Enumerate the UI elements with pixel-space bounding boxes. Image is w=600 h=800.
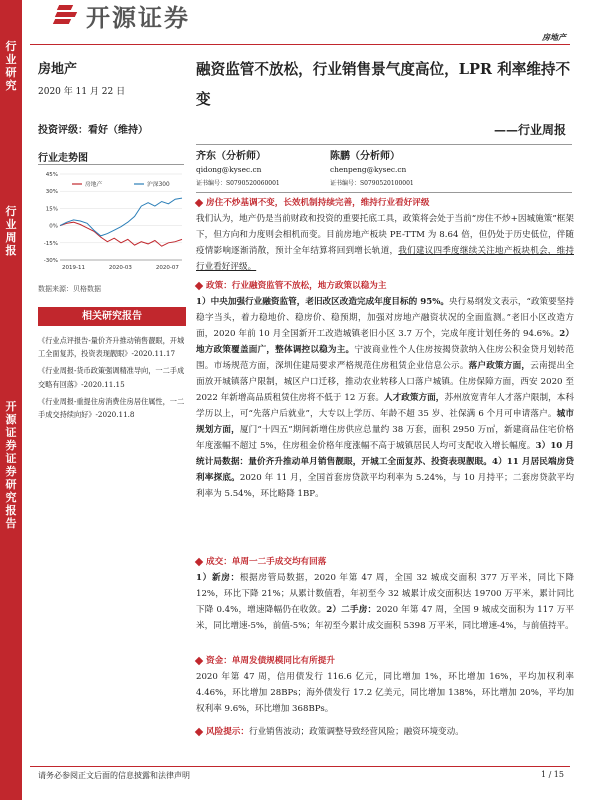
brand-logo (52, 0, 190, 30)
y-tick-label: -15% (43, 240, 58, 247)
footer-rule (30, 766, 570, 767)
section-paragraph: 我们认为，地产仍是当前财政和投资的重要托底工具，政策将会处于当前“房住不炒+因城施策”框架下，但方向和力度则会相机而变。目前房地产板块 PE-TTM 为 8.64 倍，但仍处于历史低位，伴随疫情影响逐渐消散，预计全年结算将回到增长轨道，我们建议四季度继续关注地产板块机会，维持行业看好评级。 (196, 214, 574, 272)
header-category: 房地产 (542, 32, 566, 42)
footer-disclaimer: 请务必参阅正文后面的信息披露和法律声明 (38, 771, 190, 780)
page-number: 1 / 15 (540, 770, 564, 779)
section-paragraph: 1）中央加强行业融资监管，老旧改区改造完成年度目标的 95%。央行易纲发文表示，“政策要坚持稳字当头，着力稳地价、稳房价、稳预期，加强对房地产融资状况的全面监测。”老旧小区改造方面，2020 年前 10 月全国新开工改造城镇老旧小区 3.7 万个，完成年度计划任务的 94.6%。2）地方政策覆盖面广，整体调控以稳为主。宁波商业性个人住房按揭贷款纳入住房公积金贷月划转范围。市场规范方面，深圳住建局要求严格规范住房租赁企业信息公示。落户政策方面，云南提出全面放开城镇落户限制，城区户口迁移，推动农业转移人口落户城镇。住房保障方面，西安 2020 至 2022 年新增高品质租赁住房将不低于 12 万套。人才政策方面，苏州放宽青年人才落户限制，本科学历以上，可“先落户后就业”，大专以上学历、年龄不超 35 岁、社保满 6 个月可申请落户。城市规划方面，厦门“十四五”期间新增住房供应总量约 38 万套，面积 2950 万㎡，新建商品住宅价格年度涨幅不超过 5%，住房租金价格年度涨幅不高于城镇居民人均可支配收入增长幅度。3）10 月统计局数据：量价齐升推动单月销售靓眼，开城工全面复苏、投资表现靓眼。4）11 月居民端房贷利率探底。2020 年 11 月，全国首套房贷款平均利率为 5.24%，与 10 月持平；二套房贷款平均利率为 5.54%，环比略降 1BP。 (196, 297, 574, 499)
section-heading: 资金：单周发债规模同比有所提升 (196, 653, 574, 669)
analyst-cert: 证书编号：S0790520060001 (196, 180, 280, 187)
sector-name: 房地产 (38, 62, 78, 77)
risk-text: 行业销售波动；政策调整导致经营风险；融资环境变动。 (248, 727, 464, 737)
section-transactions (196, 554, 574, 634)
section-heading (196, 724, 574, 740)
diamond-bullet-icon (195, 657, 203, 665)
analyst-name: 齐东（分析师） (196, 151, 266, 162)
section-heading: 政策：行业融资监管不放松，地方政策以稳为主 (196, 278, 574, 294)
related-reports-header: 相关研究报告 (38, 307, 186, 326)
report-type: ——行业周报 (493, 123, 566, 137)
diamond-bullet-icon (195, 558, 203, 566)
section-heading: 房住不炒基调不变，长效机制持续完善，维持行业看好评级 (196, 195, 574, 211)
x-tick-label: 2020-07 (155, 265, 179, 271)
risk-label: 风险提示： (206, 727, 249, 737)
analyst-email[interactable]: qidong@kysec.cn (196, 165, 262, 174)
analyst-name: 陈鹏（分析师） (330, 151, 400, 162)
analyst-email[interactable]: chenpeng@kysec.cn (330, 165, 407, 174)
related-reports-list (38, 334, 188, 425)
analyst-cert: 证书编号：S0790520100001 (330, 180, 414, 187)
y-tick-label: 0% (49, 223, 58, 230)
section-rating (196, 195, 574, 275)
trend-chart-title: 行业走势图 (38, 153, 88, 164)
y-tick-label: -30% (43, 258, 58, 264)
y-tick-label: 30% (45, 189, 58, 196)
logo-mark-icon (52, 3, 80, 27)
analyst-rule-top (196, 144, 572, 145)
x-tick-label: 2020-03 (108, 265, 132, 271)
investment-rating: 投资评级：看好（维持） (38, 125, 148, 136)
section-risk (196, 724, 574, 740)
report-date: 2020 年 11 月 22 日 (38, 87, 126, 97)
diamond-bullet-icon (195, 282, 203, 290)
related-report-link[interactable]: 《行业点评报告-量价齐升推动销售靓眼，开城工全面复苏，投资表现靓眼》-2020.11.17 (38, 336, 185, 359)
sidebar-label-weekly: 行业周报 (5, 205, 17, 257)
legend-label: 沪深300 (147, 182, 170, 188)
related-report-link[interactable]: 《行业周报-重提住房消费住房居住属性，一二手成交持续向好》-2020.11.8 (38, 396, 185, 420)
diamond-bullet-icon (195, 728, 203, 736)
y-tick-label: 45% (45, 172, 58, 178)
diamond-bullet-icon (195, 199, 203, 207)
sidebar-label-research: 行业研究 (5, 40, 17, 92)
trend-rule (38, 164, 184, 165)
x-tick-label: 2019-11 (62, 265, 85, 271)
analyst-card (196, 150, 280, 190)
brand-name: 开源证券 (86, 3, 190, 32)
section-heading: 成交：单周一二手成交均有回落 (196, 554, 574, 570)
related-report-link[interactable]: 《行业周报-货币政策强调精准导向，一二手成交略有回落》-2020.11.15 (38, 366, 185, 389)
legend-label: 房地产 (85, 182, 103, 188)
chart-source: 数据来源：贝格数据 (38, 285, 101, 293)
section-paragraph: 1）新房：根据房管局数据，2020 年第 47 周，全国 32 城成交面积 377 万平米，同比下降 12%，环比下降 21%；从累计数值看，年初至今 32 城累计成交面积达 19700 万平米，累计同比下降 0.4%，增速降幅仍在收敛。2）二手房：2020 年第 47 周，全国 9 城成交面积为 117 万平米，同比增速-5%，前值-5%；年初至今累计成交面积 5398 万平米，同比增速-4%，与前值持平。 (196, 573, 574, 631)
y-tick-label: 15% (45, 206, 58, 213)
report-title: 融资监管不放松，行业销售景气度高位，LPR 利率维持不变 (196, 61, 571, 108)
section-paragraph: 2020 年第 47 周，信用债发行 116.6 亿元，同比增加 1%，环比增加 16%，平均加权利率 4.46%，环比增加 28BPs；海外债发行 17.2 亿美元，同比增加 138%，环比增加 20%，平均加权利率 9.6%，环比增加 368BPs。 (196, 672, 574, 714)
trend-chart (38, 168, 186, 276)
section-funding (196, 653, 574, 717)
header-rule (30, 44, 570, 45)
analyst-card (330, 150, 414, 190)
sidebar-label-broker: 开源证券 证券研究报告 (5, 400, 17, 530)
series-line-1 (60, 198, 182, 236)
section-policy (196, 278, 574, 502)
analyst-rule-bottom (196, 192, 572, 193)
